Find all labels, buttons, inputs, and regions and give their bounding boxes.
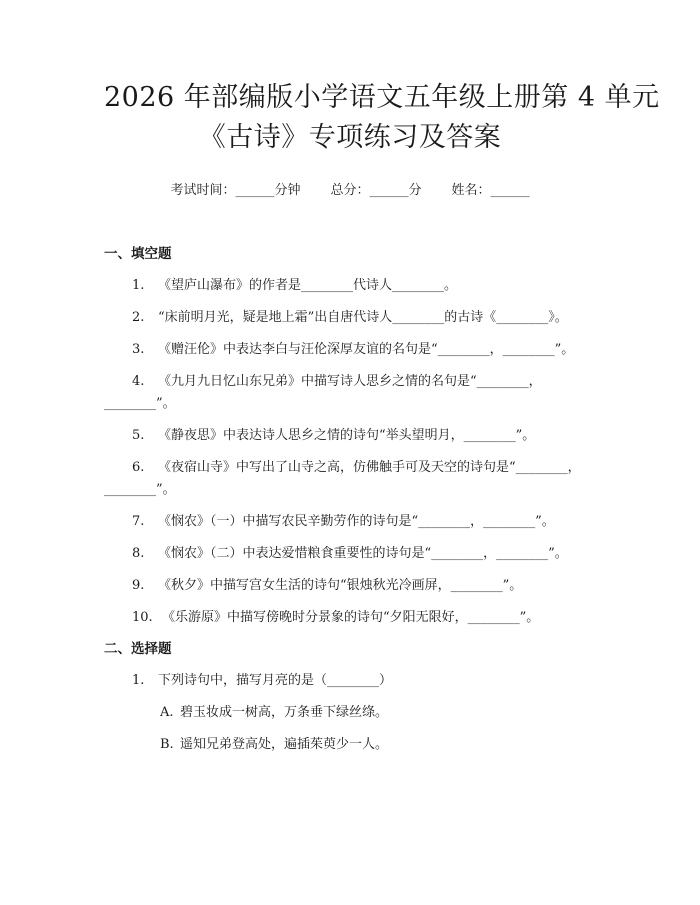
option-text: 碧玉妆成一树高，万条垂下绿丝绦。 bbox=[180, 705, 389, 720]
question-item bbox=[104, 339, 596, 361]
exam-time-label: 考试时间：______分钟 bbox=[170, 183, 301, 198]
question-item bbox=[104, 607, 596, 629]
question-item bbox=[104, 275, 596, 297]
option-letter: B. bbox=[160, 737, 174, 752]
question-item bbox=[104, 543, 596, 565]
option-text: 遥知兄弟登高处，遍插茱萸少一人。 bbox=[180, 737, 389, 752]
question-text: 《赠汪伦》中表达李白与汪伦深厚友谊的名句是“________，________”。 bbox=[158, 342, 575, 357]
title-line-1: 2026 年部编版小学语文五年级上册第 4 单元 bbox=[104, 82, 660, 113]
question-text: 《静夜思》中表达诗人思乡之情的诗句“举头望明月，________”。 bbox=[158, 428, 536, 443]
choice-option bbox=[104, 702, 596, 724]
document-title bbox=[104, 0, 660, 158]
question-text: 《秋夕》中描写宫女生活的诗句“银烛秋光冷画屏，________”。 bbox=[158, 578, 523, 593]
choice-question-item bbox=[104, 670, 596, 692]
question-number: 1. bbox=[132, 278, 145, 293]
choice-option bbox=[104, 734, 596, 756]
question-number: 2. bbox=[132, 310, 145, 325]
title-line-2: 《古诗》专项练习及答案 bbox=[198, 122, 502, 153]
question-number: 7. bbox=[132, 514, 145, 529]
question-item bbox=[104, 511, 596, 533]
question-number: 5. bbox=[132, 428, 145, 443]
section-heading-multiple-choice: 二、选择题 bbox=[104, 641, 172, 657]
question-number: 3. bbox=[132, 342, 145, 357]
question-item bbox=[104, 575, 596, 597]
question-number: 6. bbox=[132, 460, 145, 475]
question-text: 《乐游原》中描写傍晚时分景象的诗句“夕阳无限好，________”。 bbox=[162, 610, 540, 625]
section-heading-fill-in: 一、填空题 bbox=[104, 246, 172, 262]
question-number: 9. bbox=[132, 578, 145, 593]
question-item bbox=[104, 371, 596, 415]
question-number: 8. bbox=[132, 546, 145, 561]
question-number: 1. bbox=[132, 673, 145, 688]
exam-info-line bbox=[104, 182, 596, 200]
question-text: “床前明月光，疑是地上霜”出自唐代诗人________的古诗《________》。 bbox=[158, 310, 568, 325]
question-text: 下列诗句中，描写月亮的是（________） bbox=[158, 673, 393, 688]
question-number: 4. bbox=[132, 374, 145, 389]
question-text: 《悯农》（二）中表达爱惜粮食重要性的诗句是“________，________”。 bbox=[158, 546, 568, 561]
question-text: 《悯农》（一）中描写农民辛勤劳作的诗句是“________，________”。 bbox=[158, 514, 555, 529]
question-item bbox=[104, 457, 596, 501]
question-text: 《夜宿山寺》中写出了山寺之高，仿佛触手可及天空的诗句是“________，________”。 bbox=[104, 460, 581, 497]
question-text: 《望庐山瀑布》的作者是________代诗人________。 bbox=[158, 278, 458, 293]
question-number: 10. bbox=[132, 610, 153, 625]
question-text: 《九月九日忆山东兄弟》中描写诗人思乡之情的名句是“________，________”。 bbox=[104, 374, 542, 411]
question-item bbox=[104, 307, 596, 329]
student-name-label: 姓名：______ bbox=[451, 183, 530, 198]
question-item bbox=[104, 425, 596, 447]
option-letter: A. bbox=[160, 705, 174, 720]
choice-question-list bbox=[104, 670, 596, 756]
total-score-label: 总分：______分 bbox=[330, 183, 422, 198]
fill-in-question-list bbox=[104, 275, 596, 629]
